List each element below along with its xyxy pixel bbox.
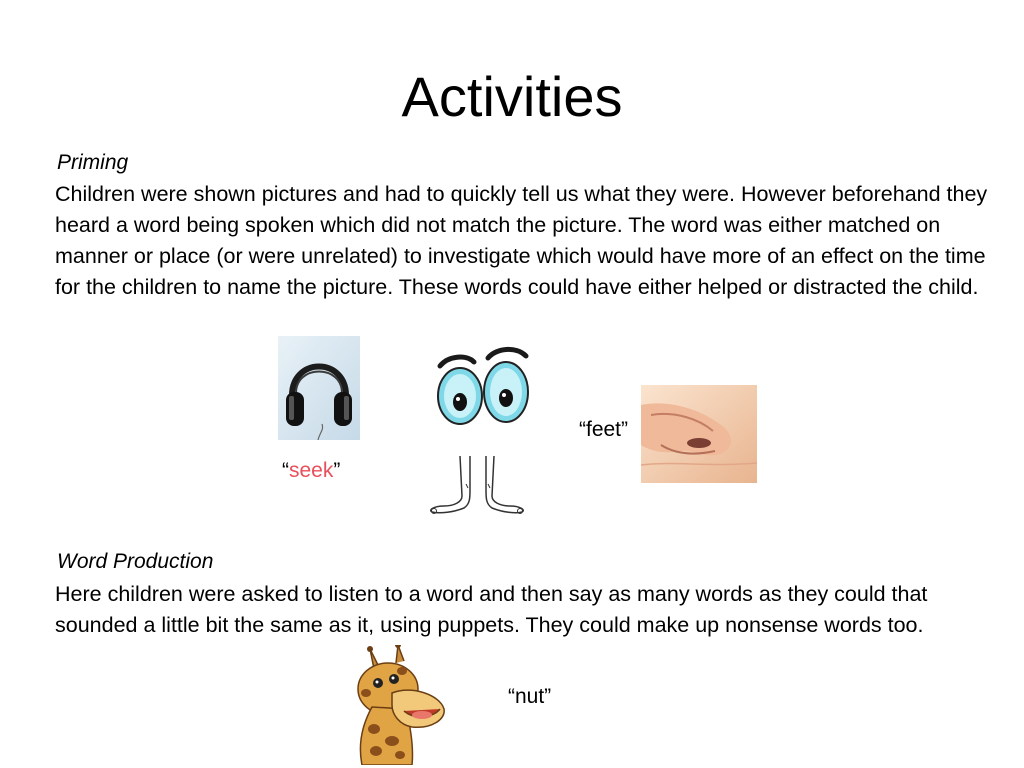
- word-seek: [282, 458, 340, 484]
- priming-body: Children were shown pictures and had to quickly tell us what they were. However beforehand they heard a word being spoken which did not match the picture. The word was either matched on manner or place (or were unrelated) to investigate which would have more of an effect on the time for the children to name the picture. These words could have either helped or distracted the child.: [55, 182, 988, 299]
- nose-picture: [641, 385, 757, 483]
- seek-word: seek: [289, 459, 334, 482]
- giraffe-puppet-picture: [352, 645, 448, 765]
- word-feet: “feet”: [579, 418, 629, 441]
- priming-heading: Priming: [57, 151, 129, 174]
- word-production-heading: Word Production: [57, 550, 214, 573]
- eyes-picture: [430, 344, 534, 428]
- close-quote: ”: [333, 459, 341, 482]
- feet-picture: [424, 454, 528, 520]
- word-production-body: Here children were asked to listen to a word and then say as many words as they could that sounded a little bit the same as it, using puppets. They could make up nonsense words too.: [55, 582, 928, 637]
- word-nut: “nut”: [508, 685, 552, 708]
- open-quote: “: [282, 459, 289, 482]
- slide-title: Activities: [401, 65, 623, 128]
- headphones-picture: [278, 336, 360, 440]
